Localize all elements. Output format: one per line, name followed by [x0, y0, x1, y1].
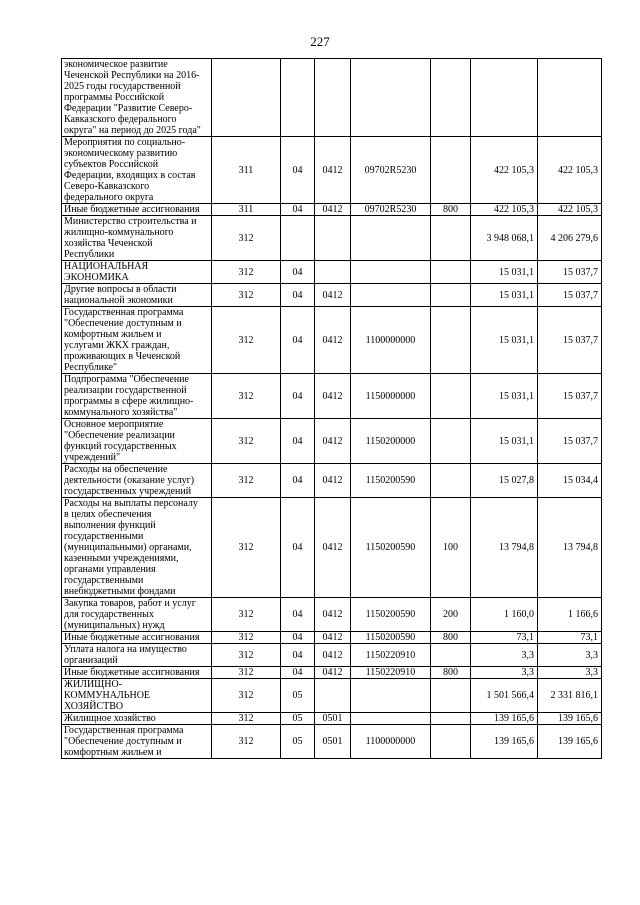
- target-article-cell: [351, 679, 431, 713]
- subsection-code-cell: 0412: [315, 464, 351, 498]
- expense-type-cell: 800: [431, 204, 471, 216]
- item-name-line: Государственная программа: [64, 307, 184, 318]
- item-name-line: казенными учреждениями,: [64, 553, 179, 564]
- section-code-cell: 04: [281, 498, 315, 598]
- item-name-line: Иные бюджетные ассигнования: [64, 632, 200, 643]
- table-row: [62, 374, 602, 419]
- amount-year2-cell: 13 794,8: [538, 498, 602, 598]
- target-article-cell: 09702R5230: [351, 137, 431, 204]
- item-name-cell: [62, 713, 212, 725]
- item-name-line: жилищно-коммунального: [64, 227, 174, 238]
- subsection-code-cell: 0412: [315, 632, 351, 644]
- subsection-code-cell: 0412: [315, 498, 351, 598]
- amount-year2-cell: 3,3: [538, 667, 602, 679]
- expense-type-cell: [431, 644, 471, 667]
- section-code-cell: 04: [281, 204, 315, 216]
- amount-year1-cell: 3 948 068,1: [471, 216, 538, 261]
- item-name-line: Мероприятия по социально-: [64, 137, 186, 148]
- item-name-line: ЭКОНОМИКА: [64, 272, 129, 283]
- subsection-code-cell: 0501: [315, 725, 351, 759]
- expense-type-cell: [431, 713, 471, 725]
- subsection-code-cell: 0412: [315, 667, 351, 679]
- table-row: [62, 498, 602, 598]
- item-name-cell: [62, 464, 212, 498]
- item-name-line: Северо-Кавказского: [64, 181, 150, 192]
- section-code-cell: 05: [281, 679, 315, 713]
- expense-type-cell: [431, 137, 471, 204]
- item-name-line: Расходы на обеспечение: [64, 464, 168, 475]
- item-name-line: реализации государственной: [64, 385, 187, 396]
- target-article-cell: [351, 261, 431, 284]
- amount-year1-cell: 3,3: [471, 667, 538, 679]
- amount-year1-cell: 73,1: [471, 632, 538, 644]
- section-code-cell: 04: [281, 419, 315, 464]
- item-name-line: (муниципальными) органами,: [64, 542, 192, 553]
- section-code-cell: 04: [281, 464, 315, 498]
- expense-type-cell: [431, 725, 471, 759]
- item-name-line: проживающих в Чеченской: [64, 351, 181, 362]
- item-name-line: Подпрограмма "Обеспечение: [64, 374, 189, 385]
- item-name-cell: [62, 216, 212, 261]
- section-code-cell: [281, 59, 315, 137]
- section-code-cell: [281, 216, 315, 261]
- section-code-cell: 04: [281, 307, 315, 374]
- ministry-code-cell: 312: [212, 464, 281, 498]
- amount-year2-cell: 3,3: [538, 644, 602, 667]
- item-name-line: Уплата налога на имущество: [64, 644, 187, 655]
- amount-year1-cell: 422 105,3: [471, 137, 538, 204]
- subsection-code-cell: 0412: [315, 598, 351, 632]
- item-name-cell: [62, 59, 212, 137]
- subsection-code-cell: [315, 59, 351, 137]
- item-name-line: ХОЗЯЙСТВО: [64, 701, 124, 712]
- amount-year2-cell: 139 165,6: [538, 713, 602, 725]
- item-name-line: "Обеспечение реализации: [64, 430, 175, 441]
- expense-type-cell: 800: [431, 667, 471, 679]
- budget-table: [61, 58, 602, 759]
- amount-year1-cell: 1 160,0: [471, 598, 538, 632]
- item-name-line: Иные бюджетные ассигнования: [64, 204, 200, 215]
- subsection-code-cell: [315, 679, 351, 713]
- table-row: [62, 261, 602, 284]
- target-article-cell: [351, 59, 431, 137]
- page-number: 227: [310, 34, 330, 49]
- item-name-line: внебюджетными фондами: [64, 586, 176, 597]
- ministry-code-cell: 312: [212, 216, 281, 261]
- item-name-line: в целях обеспечения: [64, 509, 152, 520]
- target-article-cell: 1150220910: [351, 667, 431, 679]
- table-row: [62, 713, 602, 725]
- ministry-code-cell: 311: [212, 204, 281, 216]
- amount-year2-cell: 15 037,7: [538, 261, 602, 284]
- table-row: [62, 725, 602, 759]
- expense-type-cell: [431, 284, 471, 307]
- item-name-line: программы в сфере жилищно-: [64, 396, 194, 407]
- item-name-cell: [62, 667, 212, 679]
- table-row: [62, 632, 602, 644]
- target-article-cell: [351, 713, 431, 725]
- expense-type-cell: [431, 261, 471, 284]
- item-name-line: экономическое развитие: [64, 59, 168, 70]
- amount-year2-cell: 15 037,7: [538, 307, 602, 374]
- ministry-code-cell: 312: [212, 725, 281, 759]
- target-article-cell: 1150220910: [351, 644, 431, 667]
- amount-year2-cell: 2 331 816,1: [538, 679, 602, 713]
- target-article-cell: 1100000000: [351, 725, 431, 759]
- item-name-line: государственными: [64, 575, 144, 586]
- amount-year1-cell: 15 031,1: [471, 307, 538, 374]
- item-name-line: Иные бюджетные ассигнования: [64, 667, 200, 678]
- amount-year2-cell: 139 165,6: [538, 725, 602, 759]
- subsection-code-cell: 0412: [315, 284, 351, 307]
- expense-type-cell: [431, 59, 471, 137]
- target-article-cell: 1100000000: [351, 307, 431, 374]
- target-article-cell: 1150200590: [351, 632, 431, 644]
- item-name-line: Закупка товаров, работ и услуг: [64, 598, 196, 609]
- item-name-line: федерального округа: [64, 192, 154, 203]
- item-name-cell: [62, 137, 212, 204]
- item-name-cell: [62, 598, 212, 632]
- ministry-code-cell: 312: [212, 284, 281, 307]
- table-row: [62, 419, 602, 464]
- amount-year2-cell: 15 037,7: [538, 284, 602, 307]
- section-code-cell: 04: [281, 284, 315, 307]
- amount-year2-cell: 422 105,3: [538, 137, 602, 204]
- item-name-cell: [62, 419, 212, 464]
- amount-year1-cell: [471, 59, 538, 137]
- item-name-cell: [62, 725, 212, 759]
- subsection-code-cell: 0412: [315, 307, 351, 374]
- amount-year2-cell: 15 037,7: [538, 374, 602, 419]
- subsection-code-cell: 0412: [315, 419, 351, 464]
- section-code-cell: 04: [281, 598, 315, 632]
- item-name-cell: [62, 374, 212, 419]
- amount-year2-cell: 15 037,7: [538, 419, 602, 464]
- table-row: [62, 216, 602, 261]
- item-name-cell: [62, 632, 212, 644]
- amount-year1-cell: 139 165,6: [471, 725, 538, 759]
- item-name-line: услугами ЖКХ граждан,: [64, 340, 170, 351]
- amount-year1-cell: 15 031,1: [471, 261, 538, 284]
- subsection-code-cell: 0501: [315, 713, 351, 725]
- item-name-line: учреждений": [64, 452, 121, 463]
- amount-year2-cell: 4 206 279,6: [538, 216, 602, 261]
- ministry-code-cell: 312: [212, 679, 281, 713]
- table-body: [62, 59, 602, 759]
- table-row: [62, 204, 602, 216]
- item-name-line: государственных учреждений: [64, 486, 192, 497]
- expense-type-cell: [431, 307, 471, 374]
- item-name-line: деятельности (оказание услуг): [64, 475, 195, 486]
- section-code-cell: 04: [281, 137, 315, 204]
- table-row: [62, 284, 602, 307]
- subsection-code-cell: 0412: [315, 137, 351, 204]
- item-name-line: (муниципальных) нужд: [64, 620, 165, 631]
- ministry-code-cell: 312: [212, 374, 281, 419]
- item-name-line: программы Российской: [64, 92, 165, 103]
- table-row: [62, 598, 602, 632]
- item-name-line: организаций: [64, 655, 118, 666]
- item-name-cell: [62, 307, 212, 374]
- table-row: [62, 667, 602, 679]
- item-name-line: Основное мероприятие: [64, 419, 164, 430]
- item-name-line: Чеченской Республики на 2016-: [64, 70, 200, 81]
- section-code-cell: 04: [281, 632, 315, 644]
- item-name-line: коммунального хозяйства": [64, 407, 178, 418]
- table-row: [62, 137, 602, 204]
- item-name-line: Республики: [64, 249, 115, 260]
- section-code-cell: 04: [281, 667, 315, 679]
- item-name-cell: [62, 284, 212, 307]
- item-name-line: национальной экономики: [64, 295, 173, 306]
- target-article-cell: 1150200590: [351, 464, 431, 498]
- amount-year2-cell: 15 034,4: [538, 464, 602, 498]
- ministry-code-cell: 312: [212, 419, 281, 464]
- item-name-cell: [62, 261, 212, 284]
- table-row: [62, 644, 602, 667]
- section-code-cell: 05: [281, 725, 315, 759]
- item-name-line: Другие вопросы в области: [64, 284, 177, 295]
- ministry-code-cell: 312: [212, 667, 281, 679]
- item-name-line: для государственных: [64, 609, 154, 620]
- expense-type-cell: 800: [431, 632, 471, 644]
- amount-year1-cell: 15 027,8: [471, 464, 538, 498]
- target-article-cell: 1150200000: [351, 419, 431, 464]
- item-name-line: КОММУНАЛЬНОЕ: [64, 690, 151, 701]
- expense-type-cell: [431, 419, 471, 464]
- subsection-code-cell: [315, 261, 351, 284]
- item-name-cell: [62, 679, 212, 713]
- expense-type-cell: [431, 374, 471, 419]
- amount-year1-cell: 422 105,3: [471, 204, 538, 216]
- target-article-cell: 1150200590: [351, 498, 431, 598]
- amount-year1-cell: 3,3: [471, 644, 538, 667]
- table-row: [62, 307, 602, 374]
- expense-type-cell: [431, 216, 471, 261]
- target-article-cell: 1150000000: [351, 374, 431, 419]
- item-name-cell: [62, 644, 212, 667]
- subsection-code-cell: 0412: [315, 374, 351, 419]
- section-code-cell: 04: [281, 261, 315, 284]
- ministry-code-cell: 312: [212, 644, 281, 667]
- ministry-code-cell: 312: [212, 261, 281, 284]
- item-name-line: функций государственных: [64, 441, 177, 452]
- item-name-line: Республике": [64, 362, 118, 373]
- item-name-cell: [62, 498, 212, 598]
- expense-type-cell: [431, 464, 471, 498]
- target-article-cell: [351, 284, 431, 307]
- amount-year1-cell: 13 794,8: [471, 498, 538, 598]
- amount-year2-cell: 73,1: [538, 632, 602, 644]
- section-code-cell: 04: [281, 374, 315, 419]
- table-row: [62, 59, 602, 137]
- item-name-line: субъектов Российской: [64, 159, 159, 170]
- item-name-line: хозяйства Чеченской: [64, 238, 153, 249]
- target-article-cell: 1150200590: [351, 598, 431, 632]
- item-name-line: комфортным жильем и: [64, 329, 162, 340]
- item-name-line: ЖИЛИЩНО-: [64, 679, 123, 690]
- ministry-code-cell: 311: [212, 137, 281, 204]
- item-name-line: органами управления: [64, 564, 156, 575]
- item-name-line: 2025 годы государственной: [64, 81, 181, 92]
- item-name-line: Федерации "Развитие Северо-: [64, 103, 193, 114]
- amount-year2-cell: [538, 59, 602, 137]
- ministry-code-cell: 312: [212, 632, 281, 644]
- amount-year1-cell: 1 501 566,4: [471, 679, 538, 713]
- amount-year1-cell: 139 165,6: [471, 713, 538, 725]
- subsection-code-cell: 0412: [315, 204, 351, 216]
- item-name-line: Кавказского федерального: [64, 114, 177, 125]
- ministry-code-cell: 312: [212, 598, 281, 632]
- amount-year1-cell: 15 031,1: [471, 419, 538, 464]
- item-name-line: Жилищное хозяйство: [64, 713, 156, 724]
- item-name-line: экономическому развитию: [64, 148, 178, 159]
- item-name-line: НАЦИОНАЛЬНАЯ: [64, 261, 149, 272]
- target-article-cell: [351, 216, 431, 261]
- item-name-cell: [62, 204, 212, 216]
- section-code-cell: 04: [281, 644, 315, 667]
- table-row: [62, 679, 602, 713]
- target-article-cell: 09702R5230: [351, 204, 431, 216]
- ministry-code-cell: 312: [212, 307, 281, 374]
- ministry-code-cell: [212, 59, 281, 137]
- item-name-line: Министерство строительства и: [64, 216, 197, 227]
- amount-year2-cell: 422 105,3: [538, 204, 602, 216]
- item-name-line: округа" на период до 2025 года": [64, 125, 201, 136]
- amount-year1-cell: 15 031,1: [471, 374, 538, 419]
- subsection-code-cell: 0412: [315, 644, 351, 667]
- item-name-line: Федерации, входящих в состав: [64, 170, 196, 181]
- item-name-line: комфортным жильем и: [64, 747, 162, 758]
- item-name-line: государственными: [64, 531, 144, 542]
- section-code-cell: 05: [281, 713, 315, 725]
- item-name-line: Расходы на выплаты персоналу: [64, 498, 198, 509]
- table-row: [62, 464, 602, 498]
- ministry-code-cell: 312: [212, 713, 281, 725]
- item-name-line: "Обеспечение доступным и: [64, 318, 182, 329]
- ministry-code-cell: 312: [212, 498, 281, 598]
- expense-type-cell: [431, 679, 471, 713]
- item-name-line: выполнения функций: [64, 520, 156, 531]
- item-name-line: "Обеспечение доступным и: [64, 736, 182, 747]
- expense-type-cell: 200: [431, 598, 471, 632]
- subsection-code-cell: [315, 216, 351, 261]
- expense-type-cell: 100: [431, 498, 471, 598]
- item-name-line: Государственная программа: [64, 725, 184, 736]
- amount-year1-cell: 15 031,1: [471, 284, 538, 307]
- amount-year2-cell: 1 166,6: [538, 598, 602, 632]
